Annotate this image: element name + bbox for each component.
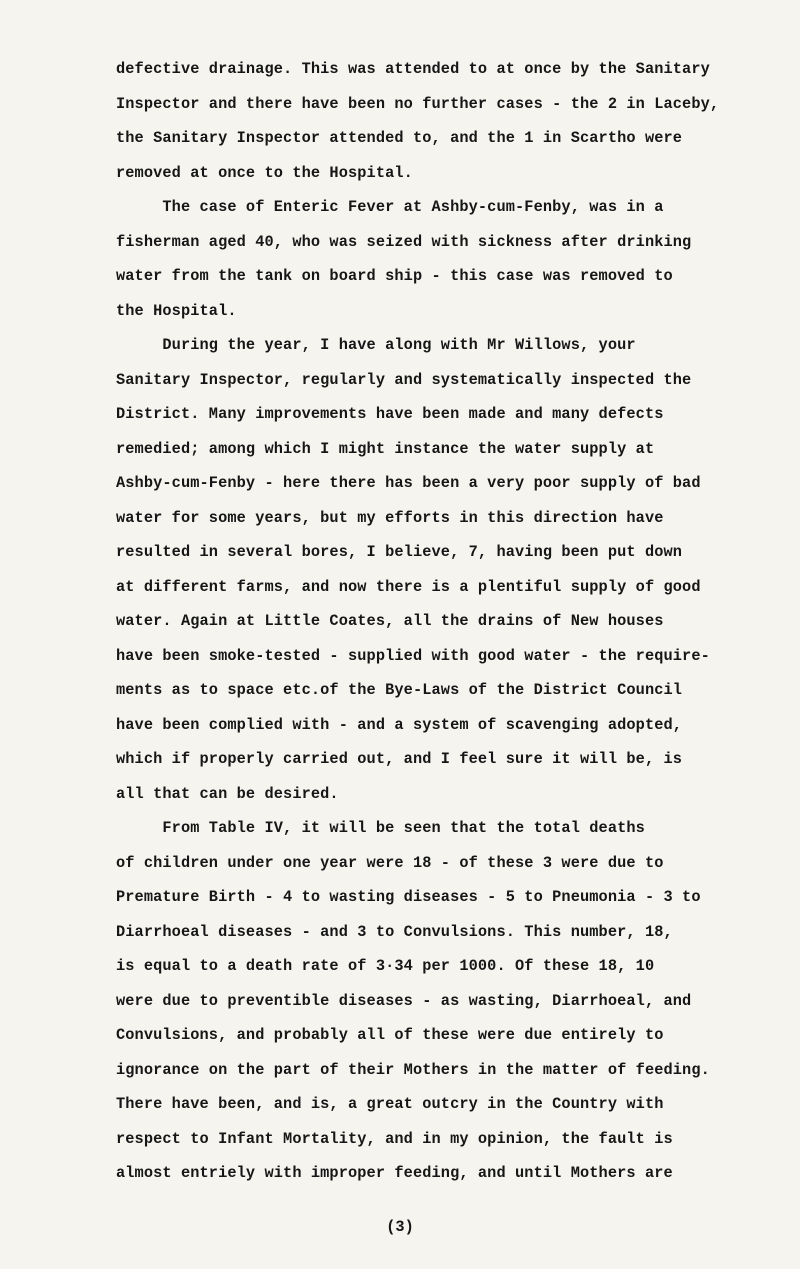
text-line: District. Many improvements have been made and many defects xyxy=(116,405,664,423)
text-line: water for some years, but my efforts in this direction have xyxy=(116,508,664,527)
text-line: From Table IV, it will be seen that the total deaths xyxy=(116,819,645,837)
text-line: all that can be desired. xyxy=(116,784,339,803)
text-line: There have been, and is, a great outcry in the Country with xyxy=(116,1095,664,1113)
text-line: resulted in several bores, I believe, 7, having been put down xyxy=(116,543,683,561)
text-line: During the year, I have along with Mr Willows, your xyxy=(116,336,636,354)
text-line: have been smoke-tested - supplied with good water - the require- xyxy=(116,646,710,665)
text-line: Convulsions, and probably all of these were due entirely to xyxy=(116,1026,664,1044)
text-line: Premature Birth - 4 to wasting diseases - 5 to Pneumonia - 3 to xyxy=(116,888,701,906)
text-line: is equal to a death rate of 3·34 per 1000. Of these 18, 10 xyxy=(116,957,655,975)
text-line: remedied; among which I might instance the water supply at xyxy=(116,439,655,458)
text-line: have been complied with - and a system of scavenging adopted, xyxy=(116,715,683,734)
text-line: defective drainage. This was attended to at once by the Sanitary xyxy=(116,60,710,78)
text-line: at different farms, and now there is a plentiful supply of good xyxy=(116,577,701,596)
text-line: Diarrhoeal diseases - and 3 to Convulsions. This number, 18, xyxy=(116,922,673,941)
text-line: the Sanitary Inspector attended to, and the 1 in Scartho were xyxy=(116,129,683,147)
text-line: ments as to space etc.of the Bye-Laws of the District Council xyxy=(116,681,683,699)
text-line: which if properly carried out, and I feel sure it will be, is xyxy=(116,750,683,768)
text-line: of children under one year were 18 - of these 3 were due to xyxy=(116,853,664,872)
text-line: Ashby-cum-Fenby - here there has been a very poor supply of bad xyxy=(116,474,701,492)
text-line: were due to preventible diseases - as wasting, Diarrhoeal, and xyxy=(116,991,692,1010)
text-line: fisherman aged 40, who was seized with sickness after drinking xyxy=(116,232,692,251)
text-line: almost entriely with improper feeding, and until Mothers are xyxy=(116,1164,673,1182)
text-line: respect to Infant Mortality, and in my opinion, the fault is xyxy=(116,1129,673,1148)
text-line: Inspector and there have been no further cases - the 2 in Laceby, xyxy=(116,94,720,113)
text-line: ignorance on the part of their Mothers in the matter of feeding. xyxy=(116,1060,710,1079)
text-line: Sanitary Inspector, regularly and systematically inspected the xyxy=(116,370,692,389)
text-line: the Hospital. xyxy=(116,301,237,320)
text-line: removed at once to the Hospital. xyxy=(116,163,413,182)
page-number: (3) xyxy=(386,1218,414,1236)
text-line: water from the tank on board ship - this case was removed to xyxy=(116,267,673,285)
text-line: The case of Enteric Fever at Ashby-cum-Fenby, was in a xyxy=(116,198,664,216)
text-line: water. Again at Little Coates, all the drains of New houses xyxy=(116,612,664,630)
body-text xyxy=(116,52,788,1191)
